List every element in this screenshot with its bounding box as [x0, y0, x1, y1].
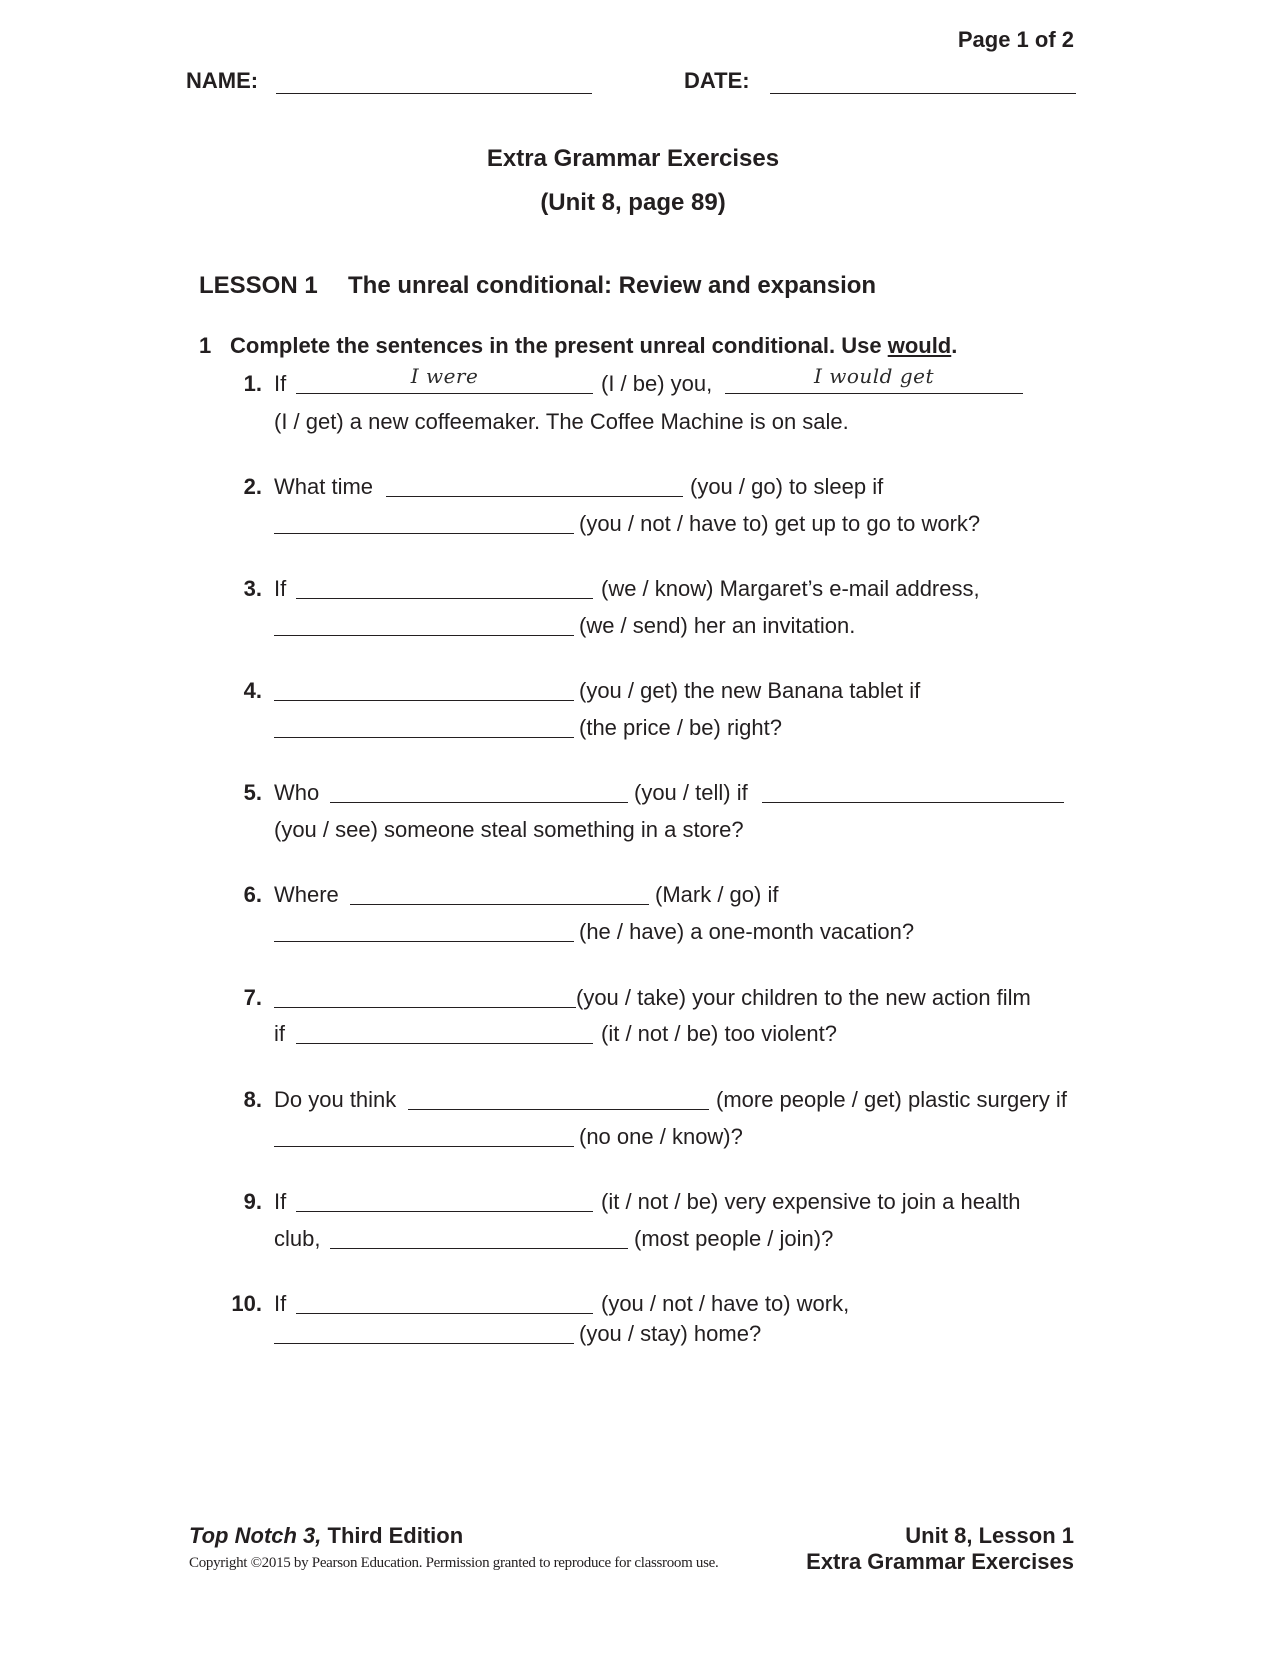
answer-blank[interactable]	[386, 471, 683, 497]
exercise-hint: (you / not / have to) work,	[601, 1291, 850, 1316]
exercise-lead: What time	[274, 474, 374, 499]
answer-blank[interactable]	[296, 1186, 593, 1212]
exercise-number: 4.	[243, 678, 262, 703]
exercise-hint: (Mark / go) if	[655, 882, 779, 907]
handwritten-answer: I would get	[813, 364, 935, 388]
exercise-hint: (it / not / be) too violent?	[601, 1021, 838, 1046]
exercise-hint: (no one / know)?	[579, 1124, 743, 1149]
exercise-lead: If	[274, 1189, 287, 1214]
footer-copyright: Copyright ©2015 by Pearson Education. Permission granted to reproduce for classroom use.	[189, 1555, 719, 1571]
exercise-hint: (you / go) to sleep if	[690, 474, 884, 499]
exercise-hint: (more people / get) plastic surgery if	[716, 1087, 1067, 1112]
exercise-lead: Who	[274, 780, 320, 805]
date-field[interactable]	[770, 68, 1076, 94]
exercise-number: 3.	[243, 576, 262, 601]
exercise-lead: If	[274, 371, 287, 396]
footer-unit-lesson: Unit 8, Lesson 1	[905, 1523, 1074, 1548]
lesson-label: LESSON 1	[199, 272, 318, 299]
answer-blank[interactable]	[274, 675, 574, 701]
exercise-hint: (he / have) a one-month vacation?	[579, 919, 915, 944]
answer-blank[interactable]	[274, 1318, 574, 1344]
exercise-hint: (you / get) the new Banana tablet if	[579, 678, 921, 703]
instruction	[230, 333, 957, 359]
exercise-hint: (we / know) Margaret’s e-mail address,	[601, 576, 980, 601]
date-label: DATE:	[684, 68, 750, 93]
exercise-continuation: (you / see) someone steal something in a store?	[274, 817, 744, 842]
exercise-number: 9.	[243, 1189, 262, 1214]
name-field[interactable]	[276, 68, 592, 94]
lesson-title: The unreal conditional: Review and expansion	[348, 272, 877, 299]
answer-blank[interactable]	[296, 364, 593, 394]
exercise-lead: Where	[274, 882, 339, 907]
instruction-end: .	[951, 333, 958, 358]
instruction-text: Complete the sentences in the present unreal conditional. Use	[230, 333, 888, 358]
answer-blank[interactable]	[408, 1084, 709, 1110]
exercise-hint: (most people / join)?	[634, 1226, 834, 1251]
exercise-hint: (you / tell) if	[634, 780, 748, 805]
page-subtitle: (Unit 8, page 89)	[540, 189, 726, 216]
footer-edition: Third Edition	[321, 1523, 464, 1548]
answer-blank[interactable]	[330, 1223, 628, 1249]
footer-book-title: Top Notch 3,	[189, 1523, 322, 1548]
answer-blank[interactable]	[274, 916, 574, 942]
exercise-hint: (it / not / be) very expensive to join a health	[601, 1189, 1021, 1214]
exercise-number: 10.	[231, 1291, 262, 1316]
exercise-hint: (you / stay) home?	[579, 1321, 762, 1346]
exercise-number: 1.	[243, 371, 262, 396]
answer-blank[interactable]	[296, 1018, 593, 1044]
answer-blank[interactable]	[762, 777, 1064, 803]
exercise-number: 5.	[243, 780, 262, 805]
page-title: Extra Grammar Exercises	[486, 145, 780, 172]
exercise-hint: (you / take) your children to the new action film	[576, 985, 1031, 1010]
answer-blank[interactable]	[274, 982, 576, 1008]
exercise-hint: (I / be) you,	[601, 371, 713, 396]
answer-blank[interactable]	[350, 879, 649, 905]
exercise-lead: If	[274, 576, 287, 601]
exercise-hint: (the price / be) right?	[579, 715, 782, 740]
exercise-number: 6.	[243, 882, 262, 907]
footer-book	[189, 1523, 463, 1549]
answer-blank[interactable]	[274, 712, 574, 738]
instruction-number: 1	[199, 333, 212, 358]
exercise-number: 7.	[243, 985, 262, 1010]
answer-blank[interactable]	[274, 1121, 574, 1147]
footer-section: Extra Grammar Exercises	[806, 1549, 1074, 1574]
answer-blank[interactable]	[274, 610, 574, 636]
exercise-lead: If	[274, 1291, 287, 1316]
name-label: NAME:	[186, 68, 259, 93]
exercise-hint: (we / send) her an invitation.	[579, 613, 856, 638]
handwritten-answer: I were	[410, 364, 479, 388]
answer-blank[interactable]	[330, 777, 628, 803]
answer-blank[interactable]	[296, 573, 593, 599]
answer-blank[interactable]	[725, 364, 1023, 394]
page-indicator: Page 1 of 2	[957, 27, 1074, 52]
instruction-keyword: would	[887, 333, 952, 358]
exercise-lead: Do you think	[274, 1087, 397, 1112]
exercise-lead: club,	[274, 1226, 321, 1251]
exercise-continuation: (I / get) a new coffeemaker. The Coffee Machine is on sale.	[274, 409, 849, 434]
exercise-lead: if	[274, 1021, 285, 1046]
exercise-hint: (you / not / have to) get up to go to work?	[579, 511, 981, 536]
exercise-number: 2.	[243, 474, 262, 499]
exercise-number: 8.	[243, 1087, 262, 1112]
answer-blank[interactable]	[274, 508, 574, 534]
answer-blank[interactable]	[296, 1288, 593, 1314]
